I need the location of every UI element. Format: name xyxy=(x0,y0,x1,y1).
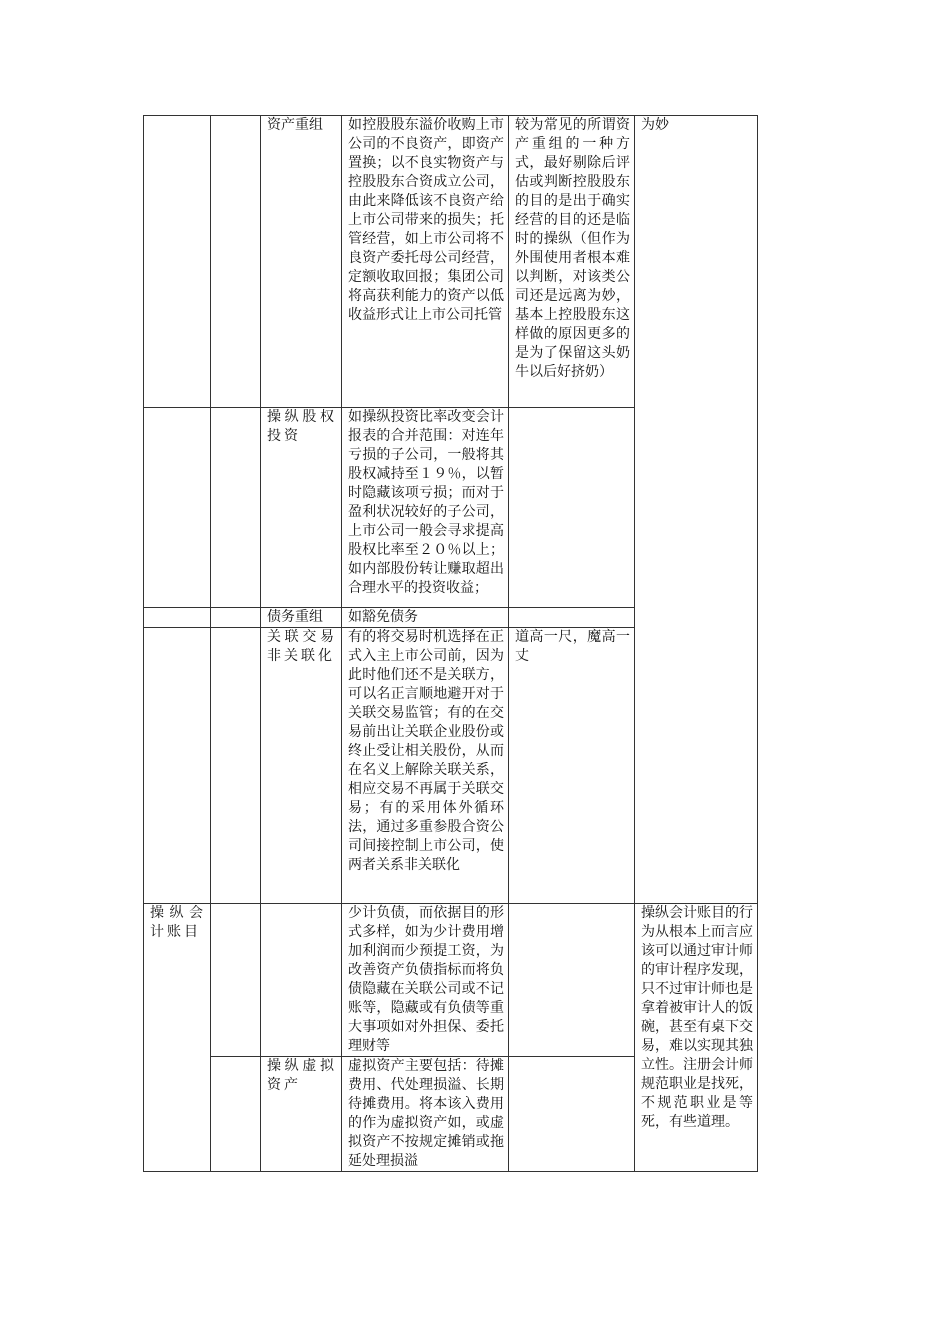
category-cell xyxy=(144,608,211,628)
table-row xyxy=(144,116,758,408)
type-cell: 操纵虚拟资产 xyxy=(261,1057,342,1172)
type-cell: 债务重组 xyxy=(261,608,342,628)
empty-cell xyxy=(211,1057,261,1172)
type-cell: 关联交易非关联化 xyxy=(261,628,342,904)
empty-cell xyxy=(211,628,261,904)
summary-cell: 操纵会计账目的行为从根本上而言应该可以通过审计师的审计程序发现，只不过审计师也是拿着被审计人的饭碗，甚至有桌下交易，难以实现其独立性。注册会计师规范职业是找死，不规范职业是等死，有些道理。 xyxy=(635,904,758,1172)
method-cell: 如豁免债务 xyxy=(342,608,509,628)
type-cell: 操纵股权投资 xyxy=(261,408,342,608)
empty-cell xyxy=(211,116,261,408)
manipulation-table xyxy=(143,115,758,1172)
category-cell xyxy=(144,408,211,608)
empty-cell xyxy=(211,608,261,628)
empty-cell xyxy=(211,904,261,1057)
method-cell: 少计负债，而依据目的形式多样，如为少计费用增加利润而少预提工资，为改善资产负债指标而将负债隐藏在关联公司或不记账等，隐藏或有负债等重大事项如对外担保、委托理财等 xyxy=(342,904,509,1057)
method-cell: 虚拟资产主要包括：待摊费用、代处理损溢、长期待摊费用。将本该入费用的作为虚拟资产如，或虚拟资产不按规定摊销或拖延处理损溢 xyxy=(342,1057,509,1172)
comment-cell xyxy=(509,1057,635,1172)
empty-cell xyxy=(211,408,261,608)
comment-cell xyxy=(509,408,635,608)
method-cell: 如操纵投资比率改变会计报表的合并范围：对连年亏损的子公司，一般将其股权减持至１９％，以暂时隐藏该项亏损；而对于盈利状况较好的子公司，上市公司一般会寻求提高股权比率至２０％以上；如内部股份转让赚取超出合理水平的投资收益； xyxy=(342,408,509,608)
type-cell xyxy=(261,904,342,1057)
comment-cell xyxy=(509,608,635,628)
comment-cell: 较为常见的所谓资产重组的一种方式，最好剔除后评估或判断控股股东的目的是出于确实经营的目的还是临时的操纵（但作为外围使用者根本难以判断，对该类公司还是远离为妙，基本上控股股东这样做的原因更多的是为了保留这头奶牛以后好挤奶） xyxy=(509,116,635,408)
comment-cell xyxy=(509,904,635,1057)
category-cell: 操纵会计账目 xyxy=(144,904,211,1172)
table-row xyxy=(144,904,758,1057)
method-cell: 如控股股东溢价收购上市公司的不良资产，即资产置换；以不良实物资产与控股股东合资成立公司，由此来降低该不良资产给上市公司带来的损失；托管经营，如上市公司将不良资产委托母公司经营，定额收取回报；集团公司将高获利能力的资产以低收益形式让上市公司托管 xyxy=(342,116,509,408)
type-cell: 资产重组 xyxy=(261,116,342,408)
summary-cell: 为妙 xyxy=(635,116,758,904)
method-cell: 有的将交易时机选择在正式入主上市公司前，因为此时他们还不是关联方，可以名正言顺地避开对于关联交易监管；有的在交易前出让关联企业股份或终止受让相关股份，从而在名义上解除关联关系，相应交易不再属于关联交易；有的采用体外循环法，通过多重参股合资公司间接控制上市公司，使两者关系非关联化 xyxy=(342,628,509,904)
category-cell xyxy=(144,116,211,408)
comment-cell: 道高一尺，魔高一丈 xyxy=(509,628,635,904)
category-cell xyxy=(144,628,211,904)
